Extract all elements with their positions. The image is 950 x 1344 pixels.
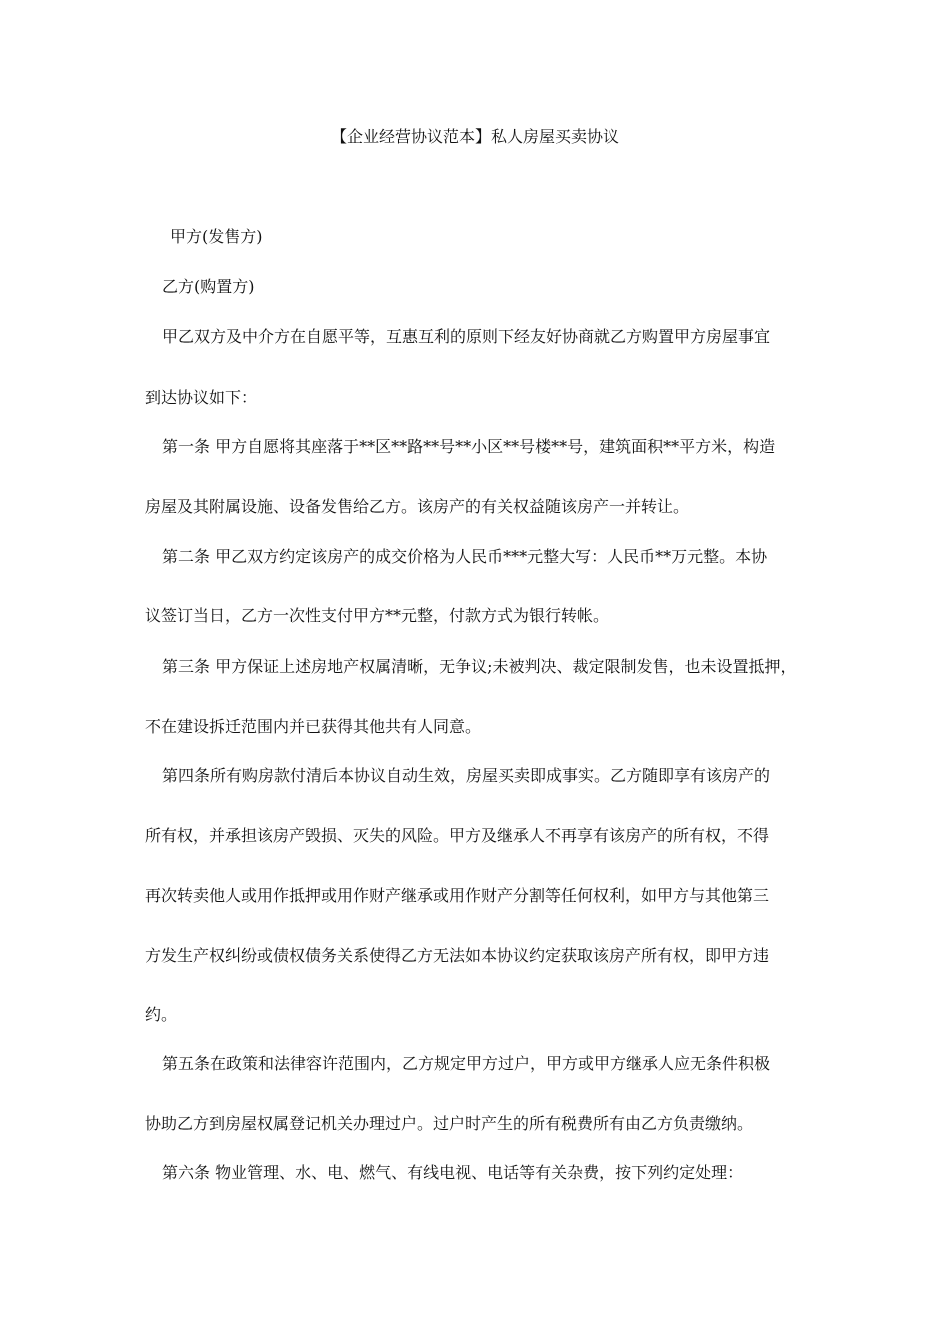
article-4-line-5: 约。 — [145, 1005, 178, 1024]
article-3-line-1: 第三条 甲方保证上述房地产权属清晰，无争议;未被判决、裁定限制发售，也未设置抵押， — [162, 657, 797, 676]
preamble-line-1: 甲乙双方及中介方在自愿平等，互惠互利的原则下经友好协商就乙方购置甲方房屋事宜 — [162, 327, 771, 346]
article-2-line-2: 议签订当日，乙方一次性支付甲方**元整，付款方式为银行转帐。 — [145, 606, 610, 625]
article-4-line-1: 第四条所有购房款付清后本协议自动生效，房屋买卖即成事实。乙方随即享有该房产的 — [162, 766, 771, 785]
article-1-line-1: 第一条 甲方自愿将其座落于**区**路**号**小区**号楼**号，建筑面积**平方米，构造 — [162, 437, 776, 456]
article-2-line-1: 第二条 甲乙双方约定该房产的成交价格为人民币***元整大写：人民币**万元整。本协 — [162, 547, 768, 566]
party-a-line: 甲方(发售方) — [170, 227, 263, 246]
article-6-line-1: 第六条 物业管理、水、电、燃气、有线电视、电话等有关杂费，按下列约定处理： — [162, 1163, 744, 1182]
article-5-line-1: 第五条在政策和法律容许范围内，乙方规定甲方过户，甲方或甲方继承人应无条件积极 — [162, 1054, 771, 1073]
article-4-line-3: 再次转卖他人或用作抵押或用作财产继承或用作财产分割等任何权利，如甲方与其他第三 — [145, 886, 770, 905]
article-4-line-4: 方发生产权纠纷或债权债务关系使得乙方无法如本协议约定获取该房产所有权，即甲方违 — [145, 946, 770, 965]
article-1-line-2: 房屋及其附属设施、设备发售给乙方。该房产的有关权益随该房产一并转让。 — [145, 497, 690, 516]
article-4-line-2: 所有权，并承担该房产毁损、灭失的风险。甲方及继承人不再享有该房产的所有权，不得 — [145, 826, 770, 845]
document-title: 【企业经营协议范本】私人房屋买卖协议 — [330, 127, 619, 146]
article-5-line-2: 协助乙方到房屋权属登记机关办理过户。过户时产生的所有税费所有由乙方负责缴纳。 — [145, 1114, 754, 1133]
party-b-line: 乙方(购置方) — [162, 277, 255, 296]
article-3-line-2: 不在建设拆迁范围内并已获得其他共有人同意。 — [145, 717, 482, 736]
preamble-line-2: 到达协议如下： — [145, 388, 258, 407]
